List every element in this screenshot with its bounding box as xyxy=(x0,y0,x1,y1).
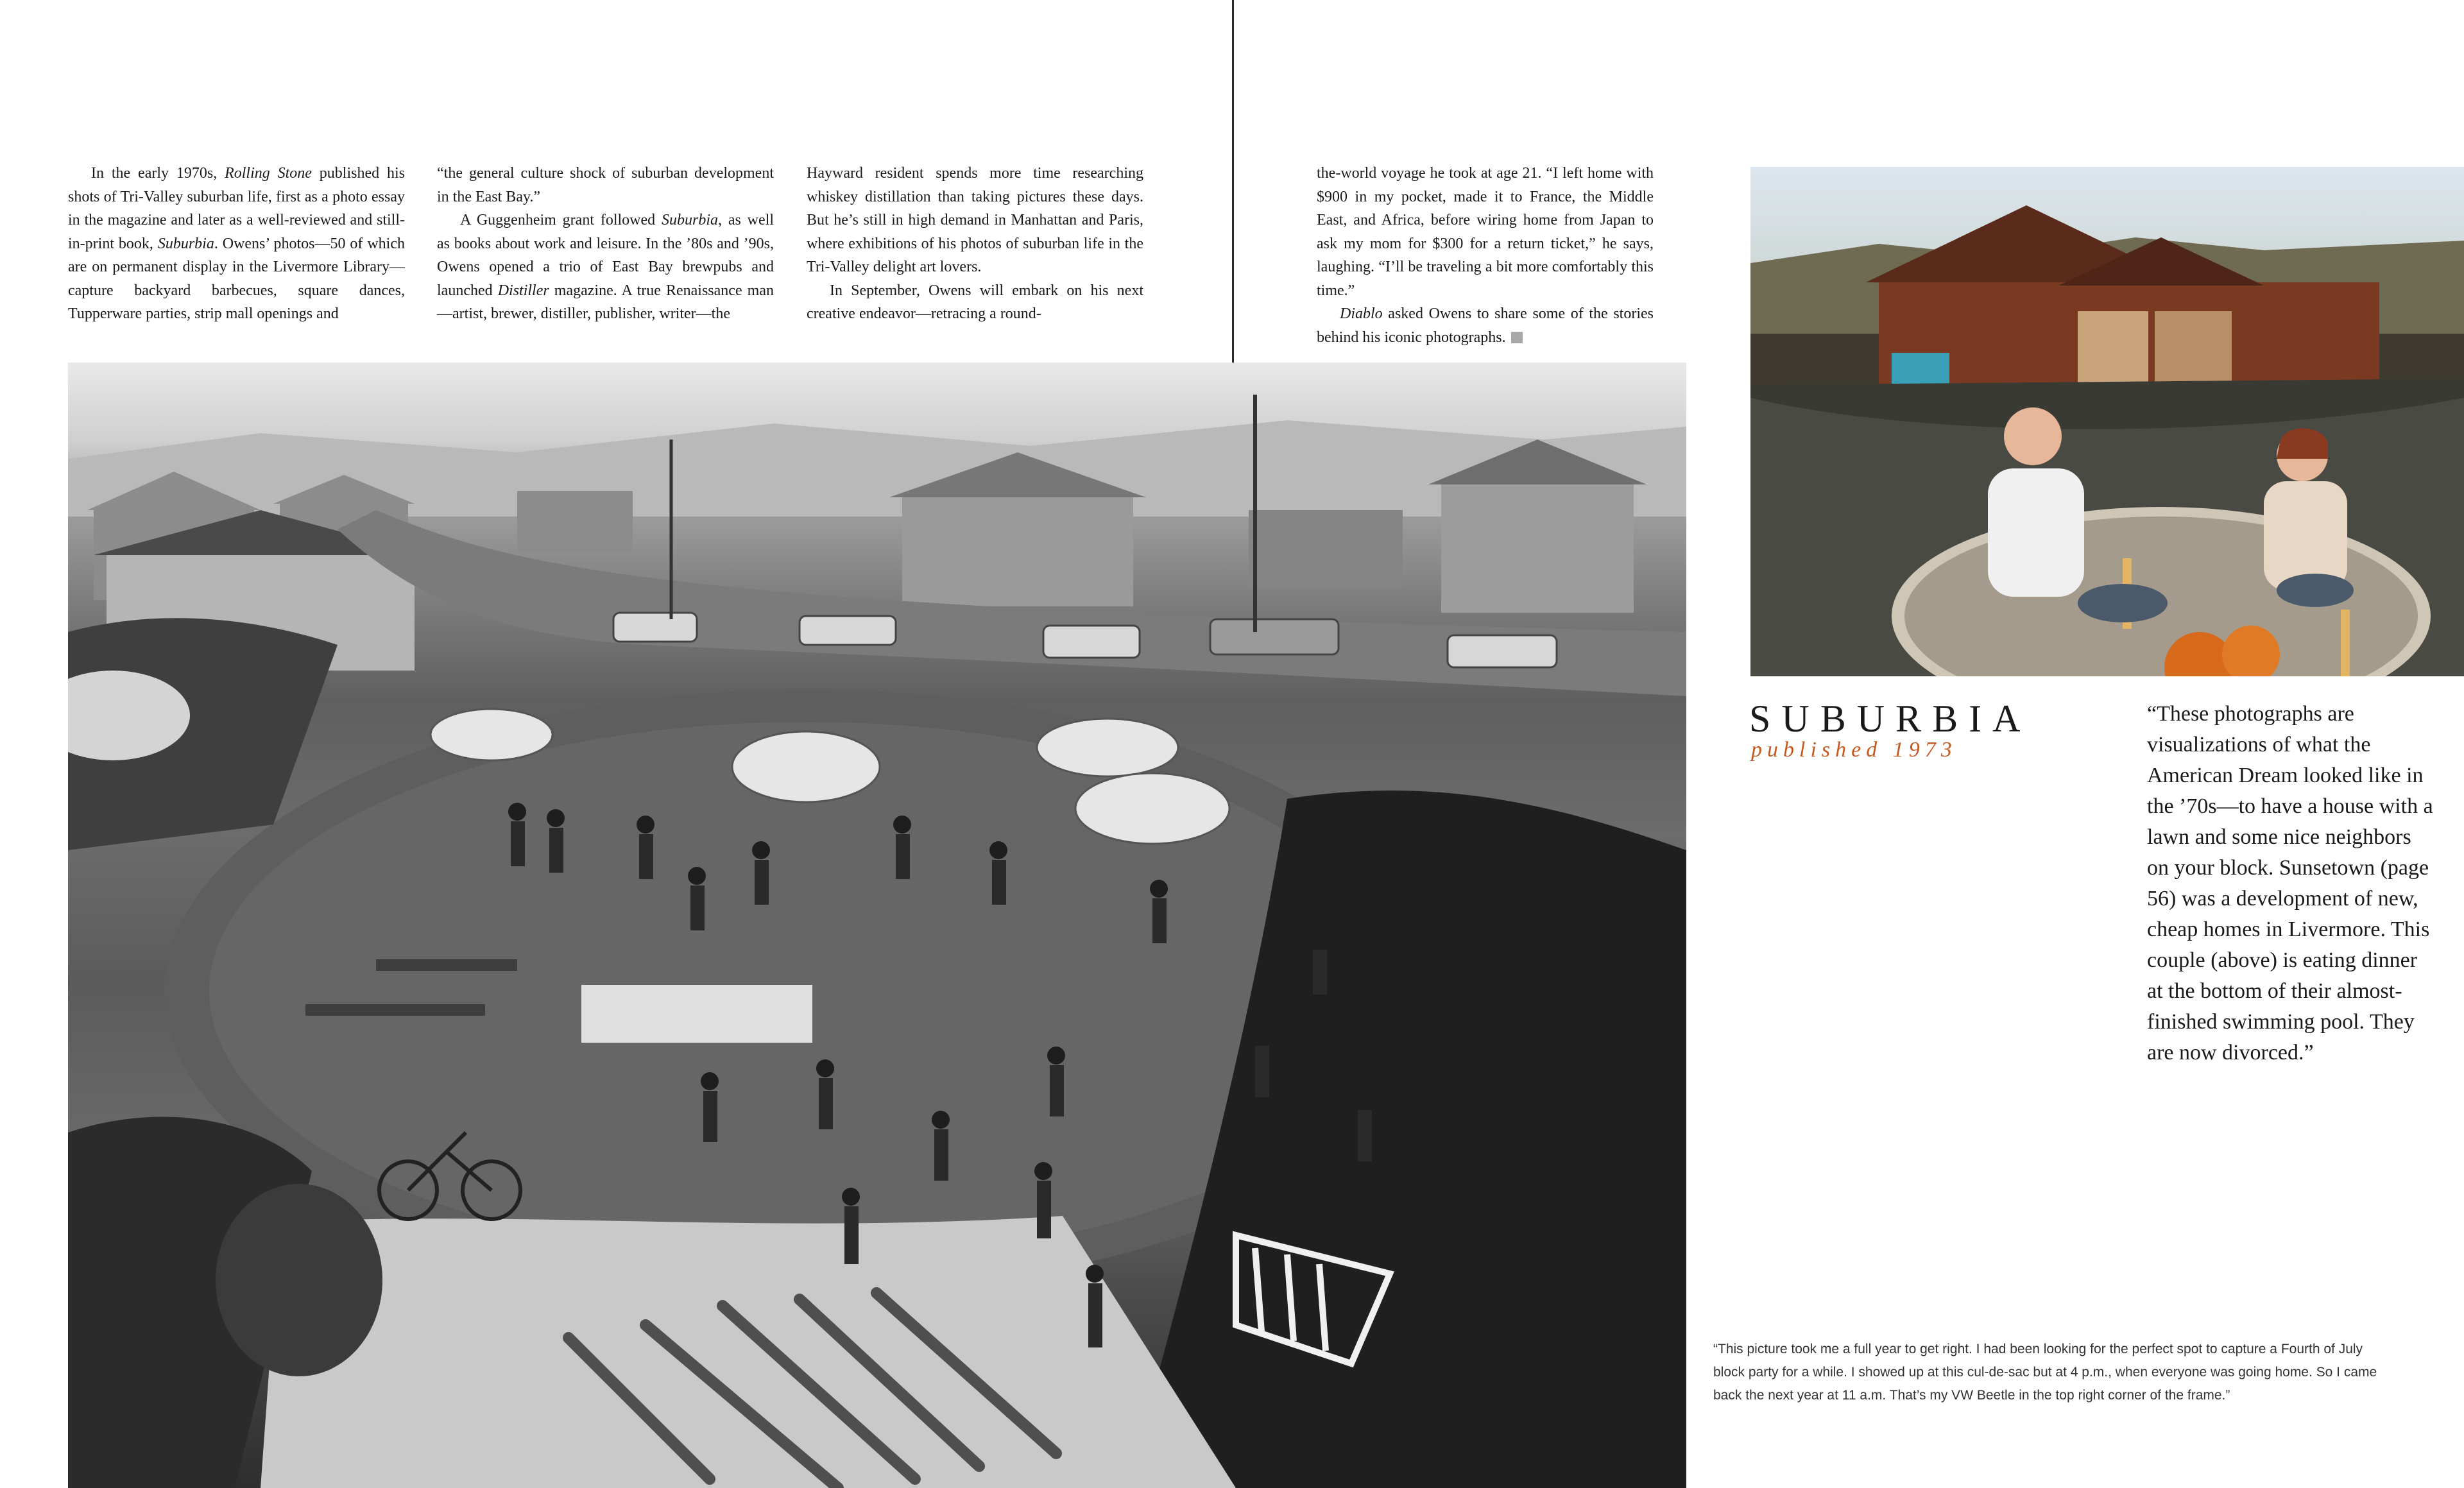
paragraph: A Guggenheim grant followed Suburbia, as well as books about work and leisure. In the ’80s and ’90s, Owens opened a trio of East Bay brewpubs and launched Distiller magazine. A true Renaissance man—artist, brewer, distiller, publisher, writer—the xyxy=(437,212,774,322)
pull-quote: “These photographs are visualizations of what the American Dream looked like in the ’70s—to have a house with a lawn and some nice neighbors on your block. Sunsetown (page 56) was a development of new, cheap homes in Livermore. This couple (above) is eating dinner at the bottom of their almost-finished swimming pool. They are now divorced.” xyxy=(2147,702,2433,1065)
magazine-name: Diablo xyxy=(1340,305,1383,322)
paragraph: In September, Owens will embark on his next creative endeavor—retracing a round- xyxy=(807,282,1143,322)
article-column-3 xyxy=(807,162,1143,326)
block-party-photo xyxy=(68,363,1686,1488)
book-title: Suburbia xyxy=(661,212,718,228)
paragraph: “the general culture shock of suburban development in the East Bay.” xyxy=(437,165,774,205)
block-party-photo-illustration xyxy=(68,363,1686,1488)
publication-year-subtitle: published 1973 xyxy=(1751,738,1957,762)
paragraph: the-world voyage he took at age 21. “I left home with $900 in my pocket, made it to France, the Middle East, and Africa, before wiring home from Japan to ask my mom for $300 for a return ticket,” he says, laughing. “I’ll be traveling a bit more comfortably this time.” xyxy=(1317,165,1654,299)
article-column-1 xyxy=(68,162,405,326)
couple-in-pool-photo xyxy=(1750,167,2464,676)
article-column-2 xyxy=(437,162,774,326)
photo-caption: “This picture took me a full year to get right. I had been looking for the perfect spot to capture a Fourth of July block party for a while. I showed up at this cul-de-sac but at 4 p.m., when everyone was going home. So I came back the next year at 11 a.m. That’s my VW Beetle in the top right corner of the frame.” xyxy=(1713,1342,2377,1403)
magazine-name: Distiller xyxy=(497,282,549,299)
article-column-4 xyxy=(1317,162,1654,349)
paragraph: Hayward resident spends more time researching whiskey distillation than taking pictures these days. But he’s still in high demand in Manhattan and Paris, where exhibitions of his photos of suburban life in the Tri-Valley delight art lovers. xyxy=(807,165,1143,275)
couple-in-pool-illustration xyxy=(1750,167,2464,676)
publication-name: Rolling Stone xyxy=(225,165,312,182)
book-title-heading: SUBURBIA xyxy=(1749,697,2032,740)
end-mark-icon xyxy=(1511,332,1523,343)
paragraph: In the early 1970s, Rolling Stone published his shots of Tri-Valley suburban life, first as a photo essay in the magazine and later as a well-reviewed and still-in-print book, Suburbia. Owens’ photos—50 of which are on permanent display in the Livermore Library—capture backyard barbecues, square dances, Tupperware parties, strip mall openings and xyxy=(68,165,406,322)
paragraph: Diablo asked Owens to share some of the stories behind his iconic photographs. xyxy=(1317,305,1654,346)
book-title: Suburbia xyxy=(157,235,214,252)
